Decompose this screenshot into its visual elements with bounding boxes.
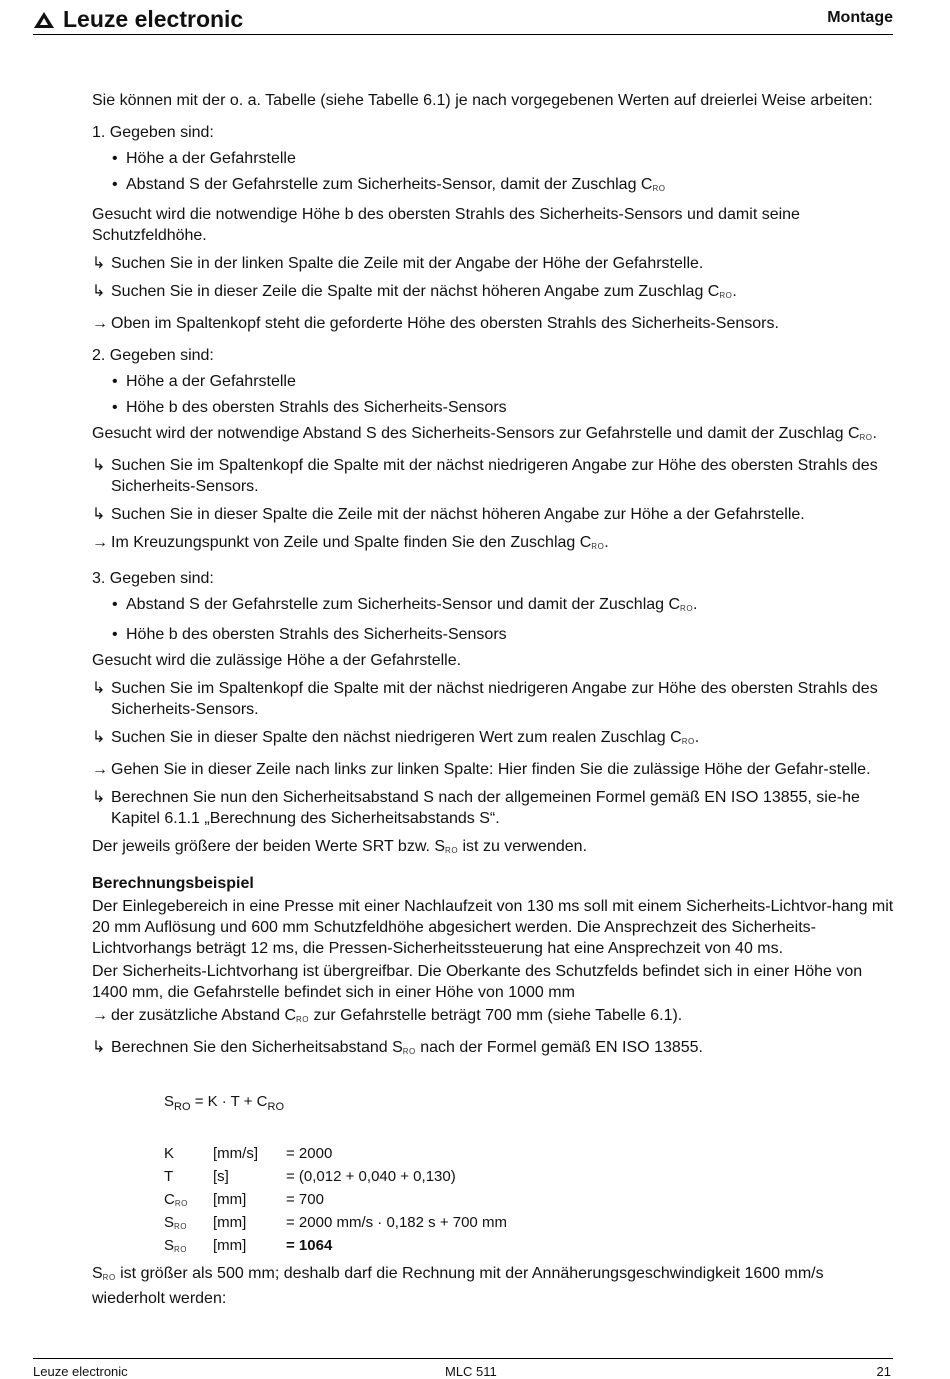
table-row [164,1167,507,1190]
example-heading: Berechnungsbeispiel [92,875,254,892]
action-arrow-icon: ↳ [92,457,106,474]
example-paragraph-2: Der Sicherheits-Lichtvorhang ist übergreifbar. Die Oberkante des Schutzfelds befindet sich in einer Höhe von 1400 mm, die Gefahrstelle befindet sich in einer Höhe von 1000 mm [92,963,863,1001]
document-body [92,90,894,1316]
table-row [164,1144,507,1167]
param-symbol: K [164,1145,175,1162]
param-symbol: $S_{RO}$ [164,1237,188,1254]
action-step: ↳ Suchen Sie in dieser Zeile die Spalte mit der nächst höheren Angabe zum Zuschlag $C_{RO}$. [92,283,737,300]
case2-title: 2. Gegeben sind: [92,347,214,364]
param-unit: [s] [213,1168,229,1185]
action-arrow-icon: ↳ [92,506,106,523]
result-step: → Gehen Sie in dieser Zeile nach links zur linken Spalte: Hier finden Sie die zulässige Höhe der Gefahr-stelle. [92,761,871,778]
parameter-table [164,1144,507,1259]
action-arrow-icon: ↳ [92,680,106,697]
example-paragraph-1: Der Einlegebereich in eine Presse mit einer Nachlaufzeit von 130 ms soll mit einem Sicherheits-Lichtvor-hang mit 20 mm Auflösung und 600 mm Schutzfeldhöhe abgesichert werden. Die Ansprechzeit des Sicherheits-Lichtvorhangs beträgt 12 ms, die Pressen-Sicherheitssteuerung hat eine Ansprechzeit von 40 ms. [92,898,894,957]
action-step: ↳ Suchen Sie in dieser Spalte die Zeile mit der nächst höheren Angabe zur Höhe a der Gefahrstelle. [92,506,805,523]
param-unit: [mm/s] [213,1145,258,1162]
param-symbol: $C_{RO}$ [164,1191,188,1208]
action-arrow-icon: ↳ [92,255,106,272]
param-unit: [mm] [213,1237,247,1254]
action-arrow-icon: ↳ [92,1039,106,1056]
section-title: Montage [827,9,893,26]
table-row [164,1236,507,1259]
param-unit: [mm] [213,1191,247,1208]
table-row [164,1190,507,1213]
action-step: ↳ Berechnen Sie nun den Sicherheitsabstand S nach der allgemeinen Formel gemäß EN ISO 13855, sie-he Kapitel 6.1.1 „Berechnung des Sicherheitsabstands S“. [92,789,860,827]
leuze-logo-icon [33,11,55,29]
case1-title: 1. Gegeben sind: [92,124,214,141]
action-arrow-icon: ↳ [92,729,106,746]
list-item: • Höhe b des obersten Strahls des Sicherheits-Sensors [112,399,507,416]
footer-company: Leuze electronic [33,1364,128,1379]
page-footer [33,1358,893,1379]
intro-text: Sie können mit der o. a. Tabelle (siehe Tabelle 6.1) je nach vorgegebenen Werten auf dreierlei Weise arbeiten: [92,92,873,109]
action-step: ↳ Berechnen Sie den Sicherheitsabstand $S_{RO}$ nach der Formel gemäß EN ISO 13855. [92,1039,703,1056]
action-step: ↳ Suchen Sie im Spaltenkopf die Spalte mit der nächst niedrigeren Angabe zur Höhe des obersten Strahls des Sicherheits-Sensors. [92,680,878,718]
list-item: • Höhe a der Gefahrstelle [112,373,296,390]
case3-searched: Gesucht wird die zulässige Höhe a der Gefahrstelle. [92,652,462,669]
list-item: • Abstand S der Gefahrstelle zum Sicherheits-Sensor und damit der Zuschlag $C_{RO}$. [112,596,698,613]
param-value: = 2000 mm/s · 0,182 s + 700 mm [286,1214,507,1231]
result-arrow-icon: → [92,315,108,332]
brand-name: Leuze electronic [63,6,244,32]
result-step: → Im Kreuzungspunkt von Zeile und Spalte finden Sie den Zuschlag $C_{RO}$. [92,534,609,551]
case1-searched: Gesucht wird die notwendige Höhe b des obersten Strahls des Sicherheits-Sensors und damit seine Schutzfeldhöhe. [92,206,800,244]
conclusion-text: $S_{RO}$ ist größer als 500 mm; deshalb darf die Rechnung mit der Annäherungsgeschwindigkeit 1600 mm/s wiederholt werden: [92,1265,824,1307]
param-symbol: $S_{RO}$ [164,1214,188,1231]
action-step: ↳ Suchen Sie im Spaltenkopf die Spalte mit der nächst niedrigeren Angabe zur Höhe des obersten Strahls des Sicherheits-Sensors. [92,457,878,495]
case2-searched: Gesucht wird der notwendige Abstand S des Sicherheits-Sensors zur Gefahrstelle und damit der Zuschlag $C_{RO}$. [92,425,877,442]
case3-title: 3. Gegeben sind: [92,570,214,587]
page-number: 21 [876,1364,891,1379]
table-row [164,1213,507,1236]
list-item: • Höhe a der Gefahrstelle [112,150,296,167]
param-value: = 2000 [286,1145,333,1162]
action-arrow-icon: ↳ [92,283,106,300]
result-step: → der zusätzliche Abstand $C_{RO}$ zur Gefahrstelle beträgt 700 mm (siehe Tabelle 6.1). [92,1007,683,1024]
action-step: ↳ Suchen Sie in der linken Spalte die Zeile mit der Angabe der Höhe der Gefahrstelle. [92,255,704,272]
formula-line: $S_{RO} = K \cdot T + C_{RO}$ [164,1093,284,1113]
param-unit: [mm] [213,1214,247,1231]
param-value: = 1064 [286,1237,333,1254]
param-value: = (0,012 + 0,040 + 0,130) [286,1168,456,1185]
param-value: = 700 [286,1191,324,1208]
brand-logo [33,6,243,33]
result-arrow-icon: → [92,1007,108,1024]
formula-block [164,1091,894,1259]
result-step: → Oben im Spaltenkopf steht die geforderte Höhe des obersten Strahls des Sicherheits-Sensors. [92,315,779,332]
action-step: ↳ Suchen Sie in dieser Spalte den nächst niedrigeren Wert zum realen Zuschlag $C_{RO}$. [92,729,700,746]
list-item: • Abstand S der Gefahrstelle zum Sicherheits-Sensor, damit der Zuschlag $C_{RO}$ [112,176,666,193]
list-item: • Höhe b des obersten Strahls des Sicherheits-Sensors [112,626,507,643]
page-header [33,4,893,35]
note-text: Der jeweils größere der beiden Werte SRT bzw. $S_{RO}$ ist zu verwenden. [92,838,588,855]
result-arrow-icon: → [92,534,108,551]
action-arrow-icon: ↳ [92,789,106,806]
param-symbol: T [164,1168,174,1185]
result-arrow-icon: → [92,761,108,778]
footer-product: MLC 511 [445,1364,497,1379]
